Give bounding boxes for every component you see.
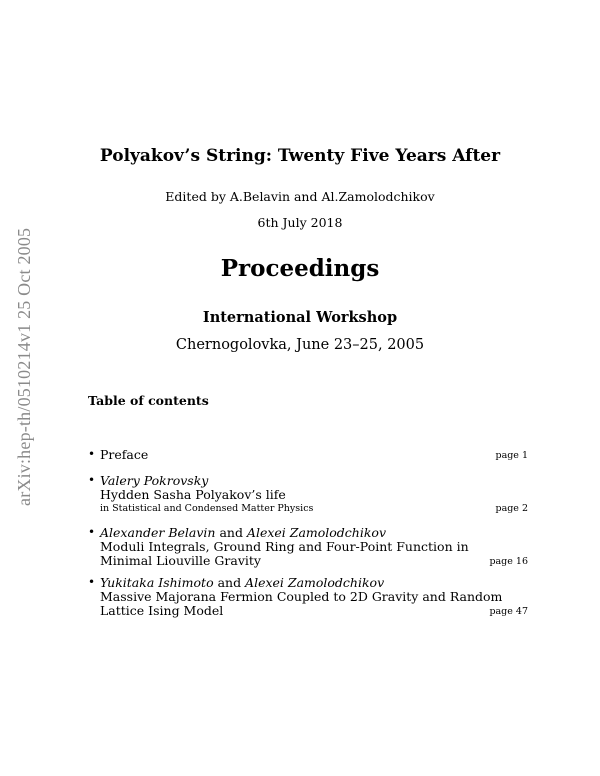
toc-entry-author: Valery Pokrovsky xyxy=(100,473,209,488)
bullet: • xyxy=(88,447,96,461)
arxiv-identifier-stamp: arXiv:hep-th/0510214v1 25 Oct 2005 xyxy=(14,227,34,506)
toc-heading: Table of contents xyxy=(88,393,209,408)
toc-entry-pokrovsky[interactable] xyxy=(88,473,528,519)
proceedings-heading: Proceedings xyxy=(220,255,380,282)
toc-entry-title-line: Lattice Ising Model xyxy=(100,603,224,618)
toc-entry-page: page 1 xyxy=(495,450,528,461)
author-conjunction: and xyxy=(215,525,247,540)
toc-entry-authors xyxy=(100,575,384,590)
toc-entry-title: Preface xyxy=(100,447,149,462)
bullet: • xyxy=(88,525,96,539)
toc-entry-title-line: Minimal Liouville Gravity xyxy=(100,553,261,568)
toc-entry-belavin-zamolodchikov[interactable] xyxy=(88,525,528,571)
document-title: Polyakov’s String: Twenty Five Years After xyxy=(99,146,501,166)
toc-entry-title: Hydden Sasha Polyakov’s life xyxy=(100,487,286,502)
toc-entry-title-line: Moduli Integrals, Ground Ring and Four-Point Function in xyxy=(100,539,469,554)
bullet: • xyxy=(88,473,96,487)
toc-entry-authors xyxy=(100,525,386,540)
toc-entry-ishimoto-zamolodchikov[interactable] xyxy=(88,575,528,621)
toc-entry-subtitle: in Statistical and Condensed Matter Physics xyxy=(100,503,314,514)
author-conjunction: and xyxy=(213,575,246,590)
author-name: Alexei Zamolodchikov xyxy=(245,575,385,590)
toc-entry-page: page 47 xyxy=(489,606,528,617)
toc-entry-page: page 2 xyxy=(495,503,528,514)
author-name: Alexander Belavin xyxy=(100,525,216,540)
date-line: 6th July 2018 xyxy=(257,215,343,230)
workshop-venue: Chernogolovka, June 23–25, 2005 xyxy=(175,337,425,353)
toc-entry-page: page 16 xyxy=(489,556,528,567)
toc-entry-title-line: Massive Majorana Fermion Coupled to 2D Gravity and Random xyxy=(100,589,503,604)
workshop-name: International Workshop xyxy=(202,309,398,326)
toc-entry-preface[interactable] xyxy=(88,447,528,463)
author-name: Alexei Zamolodchikov xyxy=(246,525,387,540)
bullet: • xyxy=(88,575,96,589)
author-name: Yukitaka Ishimoto xyxy=(100,575,214,590)
editors-line: Edited by A.Belavin and Al.Zamolodchikov xyxy=(165,189,435,204)
